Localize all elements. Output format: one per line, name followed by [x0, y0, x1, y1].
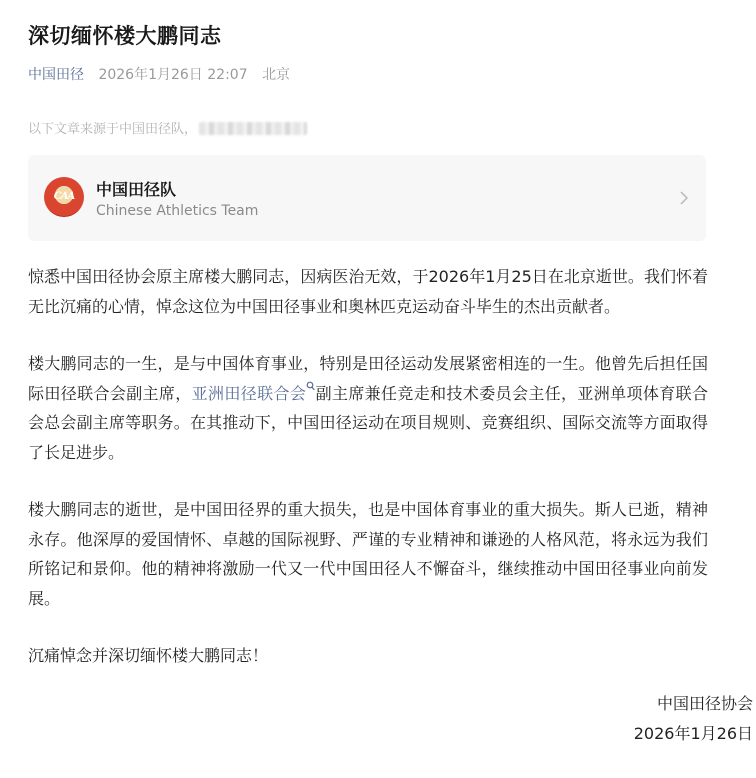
paragraph-3: 楼大鹏同志的逝世，是中国田径界的重大损失，也是中国体育事业的重大损失。斯人已逝，精神永存。他深厚的爱国情怀、卓越的国际视野、严谨的专业精神和谦逊的人格风范，将永远为我们所铭记和景仰。他的精神将激励一代又一代中国田径人不懈奋斗，继续推动中国田径事业向前发展。: [28, 500, 708, 608]
article-body: [28, 262, 708, 699]
account-logo: [44, 177, 84, 217]
source-note: [28, 118, 307, 137]
publish-location: 北京: [262, 67, 291, 83]
paragraph-4: 沉痛悼念并深切缅怀楼大鹏同志！: [28, 646, 269, 665]
article-title: 深切缅怀楼大鹏同志: [28, 24, 222, 48]
paragraph-2-text-before: 楼大鹏同志的一生，是与中国体育事业，特别是田径运动发展紧密相连的一生。他曾先后担任国际田径联合会副主席，: [28, 354, 708, 403]
chevron-right-icon: [680, 191, 688, 205]
account-logo-mark: CAA: [53, 191, 75, 202]
source-account-english-name: Chinese Athletics Team: [96, 203, 259, 219]
source-account-name: 中国田径队: [96, 180, 177, 199]
signature-date: 2026年1月26日: [633, 723, 753, 743]
publish-time: 2026年1月26日 22:07: [98, 67, 248, 83]
paragraph-2-text-after: 副主席兼任竞走和技术委员会主任，亚洲单项体育联合会总会副主席等职务。在其推动下，中国田径运动在项目规则、竞赛组织、国际交流等方面取得了长足进步。: [28, 383, 708, 462]
blurred-text-redaction: [199, 122, 307, 135]
paragraph-2: [28, 349, 708, 467]
source-note-text: 以下文章来源于中国田径队，: [28, 122, 198, 137]
account-name-link[interactable]: 中国田径: [28, 67, 84, 83]
search-icon[interactable]: [306, 381, 315, 393]
signature-org: 中国田径协会: [656, 694, 753, 713]
source-account-card[interactable]: [28, 155, 706, 241]
article-meta: [28, 64, 290, 84]
paragraph-1: 惊悉中国田径协会原主席楼大鹏同志，因病医治无效，于2026年1月25日在北京逝世。我们怀着无比沉痛的心情，悼念这位为中国田径事业和奥林匹克运动奋斗毕生的杰出贡献者。: [28, 267, 708, 316]
signature-block: [634, 689, 753, 748]
asian-athletics-association-link[interactable]: 亚洲田径联合会: [191, 383, 307, 403]
